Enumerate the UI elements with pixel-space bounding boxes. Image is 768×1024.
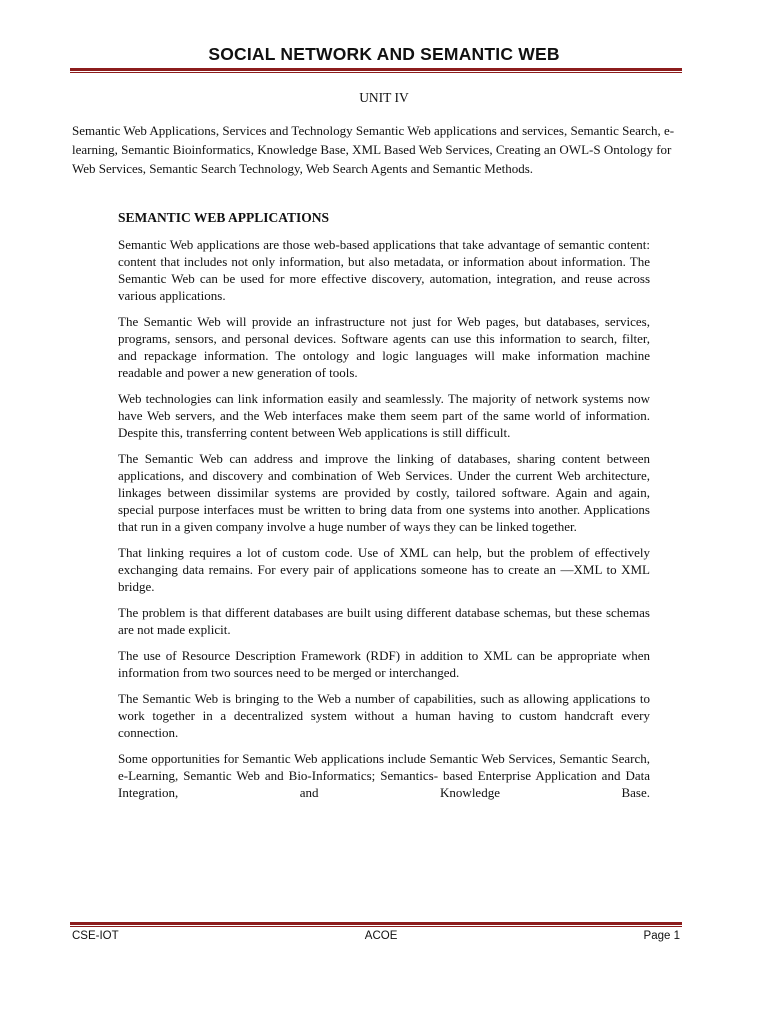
page-header-title: SOCIAL NETWORK AND SEMANTIC WEB [208, 44, 560, 64]
footer-institution: ACOE [364, 930, 398, 942]
page-footer [72, 930, 680, 942]
paragraph-1: Semantic Web applications are those web-based applications that take advantage of semantic content: content that includes not only information, but also metadata, or information about information. The Semantic Web can be used for more effective discovery, automation, integration, and reuse across various applications. [118, 237, 650, 303]
header-double-rule [70, 68, 682, 73]
section-body [118, 209, 650, 810]
footer-page-number: Page 1 [643, 930, 680, 942]
section-heading: SEMANTIC WEB APPLICATIONS [118, 210, 330, 225]
paragraph-2: The Semantic Web will provide an infrastructure not just for Web pages, but databases, services, programs, sensors, and personal devices. Software agents can use this information to search, filter, and repackage information. The ontology and logic languages will make information machine readable and power a new generation of tools. [118, 314, 650, 380]
paragraph-6: The problem is that different databases are built using different database schemas, but these schemas are not made explicit. [118, 605, 650, 637]
unit-syllabus-intro: Semantic Web Applications, Services and Technology Semantic Web applications and services, Semantic Search, e-learning, Semantic Bioinformatics, Knowledge Base, XML Based Web Services, Creating an OWL-S Ontology for Web Services, Semantic Search Technology, Web Search Agents and Semantic Methods. [72, 123, 675, 176]
paragraph-9: Some opportunities for Semantic Web applications include Semantic Web Services, Semantic Search, e-Learning, Semantic Web and Bio-Informatics; Semantics- based Enterprise Application and Data Integration, and Knowledge Base. [118, 751, 650, 800]
paragraph-4: The Semantic Web can address and improve the linking of databases, sharing content between applications, and discovery and combination of Web Services. Under the current Web architecture, linkages between dissimilar systems are provided by costly, tailored software. Again and again, special purpose interfaces must be written to bring data from one systems into another. Applications that run in a given company involve a huge number of ways they can be linked together. [118, 451, 650, 534]
paragraph-3: Web technologies can link information easily and seamlessly. The majority of network systems now have Web servers, and the Web interfaces make them seem part of the same world of information. Despite this, transferring content between Web applications is still difficult. [118, 391, 650, 440]
paragraph-8: The Semantic Web is bringing to the Web a number of capabilities, such as allowing applications to work together in a decentralized system without a human having to custom handcraft every connection. [118, 691, 650, 740]
footer-double-rule [70, 922, 682, 927]
paragraph-7: The use of Resource Description Framework (RDF) in addition to XML can be appropriate when information from two sources need to be merged or interchanged. [118, 648, 650, 680]
footer-department: CSE-IOT [72, 930, 119, 942]
paragraph-5: That linking requires a lot of custom code. Use of XML can help, but the problem of effectively exchanging data remains. For every pair of applications someone has to create an —XML to XML bridge. [118, 545, 650, 594]
unit-title: UNIT IV [359, 90, 409, 105]
